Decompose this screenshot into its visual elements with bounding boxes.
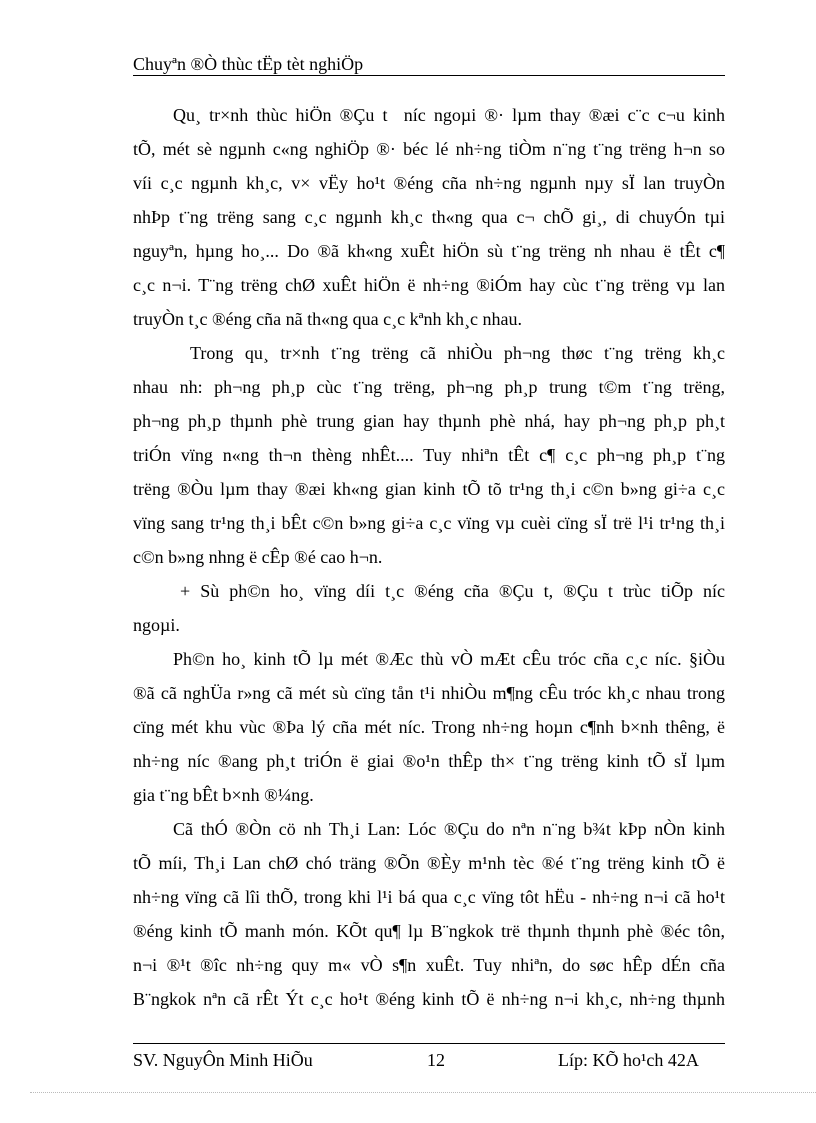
text-line: víi c¸c ngµnh kh¸c, v× vËy ho¹t ®éng cña nh÷ng ngµnh nµy sÏ lan truyÒn xyxy=(133,173,725,193)
text-line: c©n b»ng nhng ë cÊp ®é cao h¬n. xyxy=(133,547,383,567)
header-divider xyxy=(133,75,725,76)
text-line: + Sù ph©n ho¸ vïng díi t¸c ®éng cña ®Çu t, ®Çu t trùc tiÕp níc xyxy=(180,581,725,601)
page-bottom-dotted-rule xyxy=(30,1092,816,1093)
text-line: c¸c n¬i. T¨ng trëng chØ xuÊt hiÖn ë nh÷ng ®iÓm hay cùc t¨ng trëng vµ lan xyxy=(133,275,725,295)
text-line: tÕ, mét sè ngµnh c«ng nghiÖp ®· béc lé nh÷ng tiÒm n¨ng t¨ng trëng h¬n so xyxy=(133,139,725,159)
text-line: truyÒn t¸c ®éng cña nã th«ng qua c¸c kªnh kh¸c nhau. xyxy=(133,309,523,329)
text-line: n¬i ®¹t ®îc nh÷ng quy m« vÒ s¶n xuÊt. Tuy nhiªn, do søc hÊp dÉn cña xyxy=(133,955,725,975)
text-line: gia t¨ng bÊt b×nh ®¼ng. xyxy=(133,785,314,805)
text-line: ngoµi. xyxy=(133,615,180,635)
text-line: tÕ míi, Th¸i Lan chØ chó träng ®Õn ®Èy m¹nh tèc ®é t¨ng trëng kinh tÕ ë xyxy=(133,853,725,873)
text-line: cïng mét khu vùc ®Þa lý cña mét níc. Trong nh÷ng hoµn c¶nh b×nh thêng, ë xyxy=(133,717,725,737)
text-line: Cã thÓ ®Òn cö nh Th¸i Lan: Lóc ®Çu do nªn n¨ng b¾t kÞp nÒn kinh xyxy=(173,819,725,839)
text-line: nguyªn, hµng ho¸... Do ®ã kh«ng xuÊt hiÖn sù t¨ng trëng nh nhau ë tÊt c¶ xyxy=(133,241,725,261)
text-line: ph¬ng ph¸p thµnh phè trung gian hay thµnh phè nhá, hay ph¬ng ph¸p ph¸t xyxy=(133,411,725,431)
page-header-title: Chuyªn ®Ò thùc tËp tèt nghiÖp xyxy=(133,54,364,74)
text-line: nhau nh: ph¬ng ph¸p cùc t¨ng trëng, ph¬ng ph¸p trung t©m t¨ng trëng, xyxy=(133,377,725,397)
text-line: nh÷ng níc ®ang ph¸t triÓn ë giai ®o¹n thÊp th× t¨ng trëng kinh tÕ sÏ lµm xyxy=(133,751,725,771)
footer-author: SV. NguyÔn Minh HiÕu xyxy=(133,1050,313,1070)
text-line: Ph©n ho¸ kinh tÕ lµ mét ®Æc thù vÒ mÆt cÊu tróc cña c¸c níc. §iÒu xyxy=(173,649,725,669)
text-line: nh÷ng vïng cã lîi thÕ, trong khi l¹i bá qua c¸c vïng tôt hËu - nh÷ng n¬i cã ho¹t xyxy=(133,887,725,907)
text-line: triÓn vïng n«ng th¬n thèng nhÊt.... Tuy nhiªn tÊt c¶ c¸c ph¬ng ph¸p t¨ng xyxy=(133,445,725,465)
page-number: 12 xyxy=(427,1050,445,1070)
text-line: trëng ®Òu lµm thay ®æi kh«ng gian kinh tÕ tõ tr¹ng th¸i c©n b»ng gi÷a c¸c xyxy=(133,479,725,499)
text-line: B¨ngkok nªn cã rÊt Ýt c¸c ho¹t ®éng kinh tÕ ë nh÷ng n¬i kh¸c, nh÷ng thµnh xyxy=(133,989,725,1009)
text-line: Trong qu¸ tr×nh t¨ng trëng cã nhiÒu ph¬ng thøc t¨ng trëng kh¸c xyxy=(190,343,725,363)
text-line: nhÞp t¨ng trëng sang c¸c ngµnh kh¸c th«ng qua c¬ chÕ gi¸, di chuyÓn tµi xyxy=(133,207,725,227)
text-line: ®éng kinh tÕ manh món. KÕt qu¶ lµ B¨ngkok trë thµnh thµnh phè ®éc tôn, xyxy=(133,921,725,941)
footer-divider xyxy=(133,1043,725,1044)
text-line: vïng sang tr¹ng th¸i bÊt c©n b»ng gi÷a c¸c vïng vµ cuèi cïng sÏ trë l¹i tr¹ng th¸i xyxy=(133,513,725,533)
text-line: ®ã cã nghÜa r»ng cã mét sù cïng tån t¹i nhiÒu m¶ng cÊu tróc kh¸c nhau trong xyxy=(133,683,725,703)
footer-class: Líp: KÕ ho¹ch 42A xyxy=(558,1050,699,1070)
text-line: Qu¸ tr×nh thùc hiÖn ®Çu t níc ngoµi ®· lµm thay ®æi c¨c c¬u kinh xyxy=(173,105,725,125)
